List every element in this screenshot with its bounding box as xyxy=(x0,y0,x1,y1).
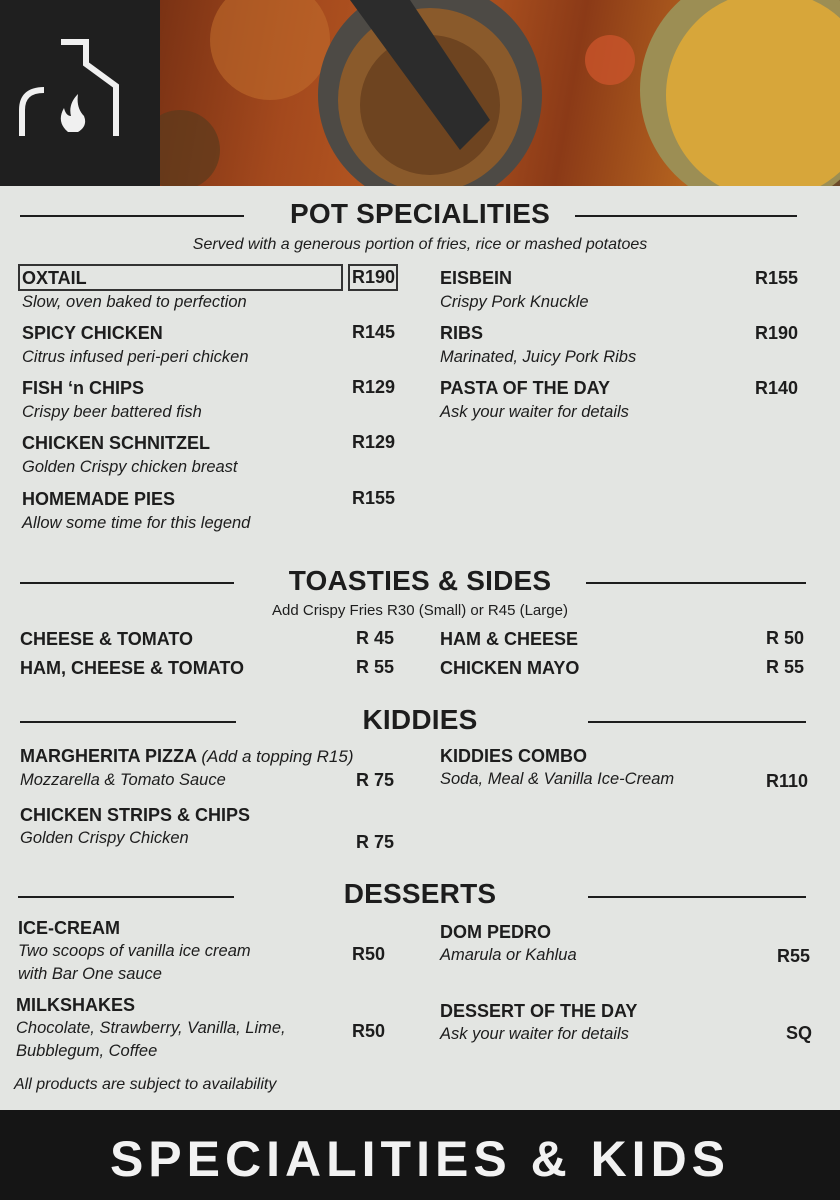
item-price: R145 xyxy=(351,322,395,342)
item-name: OXTAIL xyxy=(22,268,87,288)
section-title-pot: POT SPECIALITIES xyxy=(290,198,550,229)
item-price: R 75 xyxy=(355,770,394,790)
footer xyxy=(0,1110,840,1200)
item-name: HOMEMADE PIES xyxy=(22,489,176,509)
item-price: R129 xyxy=(351,377,395,397)
item-desc: Slow, oven baked to perfection xyxy=(22,293,247,311)
menu-item xyxy=(440,657,579,679)
item-price: R 45 xyxy=(355,628,394,648)
item-price: R50 xyxy=(351,944,385,964)
item-price: R 50 xyxy=(765,628,804,648)
item-price: R190 xyxy=(351,267,395,287)
section-subtitle-pot: Served with a generous portion of fries, rice or mashed potatoes xyxy=(192,236,648,253)
menu-item xyxy=(20,628,193,650)
item-name: CHICKEN SCHNITZEL xyxy=(22,433,210,453)
item-desc: Soda, Meal & Vanilla Ice-Cream xyxy=(440,770,675,788)
item-price: R129 xyxy=(351,432,395,452)
menu-item xyxy=(22,377,202,424)
menu-item xyxy=(20,657,244,679)
item-price: R50 xyxy=(351,1021,385,1041)
oven-flame-icon xyxy=(16,38,126,148)
item-desc: Ask your waiter for details xyxy=(440,1025,629,1043)
item-desc: Golden Crispy chicken breast xyxy=(22,458,238,476)
section-title-desserts: DESSERTS xyxy=(343,878,497,909)
item-price: R55 xyxy=(776,946,810,966)
menu-item xyxy=(440,745,674,791)
item-name: CHEESE & TOMATO xyxy=(20,629,194,649)
menu-item xyxy=(440,322,636,369)
item-price: SQ xyxy=(785,1023,812,1043)
item-desc: Marinated, Juicy Pork Ribs xyxy=(440,348,637,366)
item-name: CHICKEN MAYO xyxy=(440,658,580,678)
menu-item xyxy=(22,488,250,535)
item-name: KIDDIES COMBO xyxy=(440,746,588,766)
item-desc: Bubblegum, Coffee xyxy=(16,1042,158,1060)
footnote: All products are subject to availability xyxy=(14,1076,277,1093)
item-price: R155 xyxy=(351,488,395,508)
item-price: R 55 xyxy=(765,657,804,677)
item-name: DOM PEDRO xyxy=(440,922,552,942)
item-desc: Chocolate, Strawberry, Vanilla, Lime, xyxy=(16,1019,286,1037)
menu-item xyxy=(20,745,354,792)
menu-item xyxy=(22,432,238,479)
menu-item xyxy=(18,917,251,986)
item-desc: Golden Crispy Chicken xyxy=(20,829,189,847)
item-desc: Ask your waiter for details xyxy=(440,403,629,421)
item-name: EISBEIN xyxy=(440,268,513,288)
item-name: DESSERT OF THE DAY xyxy=(440,1001,638,1021)
footer-title: SPECIALITIES & KIDS xyxy=(109,1131,731,1187)
item-name: HAM & CHEESE xyxy=(440,629,579,649)
item-price: R155 xyxy=(754,268,798,288)
item-desc: Two scoops of vanilla ice cream xyxy=(18,942,251,960)
item-price: R140 xyxy=(754,378,798,398)
item-desc: Crispy beer battered fish xyxy=(22,403,202,421)
menu-item xyxy=(22,322,249,369)
item-name: ICE-CREAM xyxy=(18,918,120,938)
item-name: HAM, CHEESE & TOMATO xyxy=(20,658,245,678)
menu-item xyxy=(440,628,578,650)
item-desc: Mozzarella & Tomato Sauce xyxy=(20,771,226,789)
item-desc: with Bar One sauce xyxy=(18,965,162,983)
item-desc: Citrus infused peri-peri chicken xyxy=(22,348,249,366)
menu-item xyxy=(440,1000,637,1046)
logo xyxy=(0,0,160,186)
item-price: R110 xyxy=(765,771,808,791)
menu-item xyxy=(22,267,247,314)
item-price: R 75 xyxy=(355,832,394,852)
item-desc: Crispy Pork Knuckle xyxy=(440,293,589,311)
item-desc: Amarula or Kahlua xyxy=(440,946,577,964)
section-title-toasties: TOASTIES & SIDES xyxy=(288,565,552,596)
item-name: CHICKEN STRIPS & CHIPS xyxy=(20,805,251,825)
menu-item xyxy=(16,994,286,1063)
item-name: SPICY CHICKEN xyxy=(22,323,163,343)
menu-item xyxy=(440,377,629,424)
menu-item xyxy=(20,804,250,850)
item-note: (Add a topping R15) xyxy=(201,747,354,766)
section-title-kiddies: KIDDIES xyxy=(362,704,478,735)
menu-item xyxy=(440,267,589,314)
item-name xyxy=(20,745,354,768)
header xyxy=(0,0,840,186)
item-name-text: MARGHERITA PIZZA xyxy=(20,746,197,766)
item-price: R190 xyxy=(754,323,798,343)
item-name: FISH ‘n CHIPS xyxy=(22,378,145,398)
item-name: MILKSHAKES xyxy=(16,995,136,1015)
menu-item xyxy=(440,921,577,967)
spice-photo xyxy=(160,0,840,186)
item-price: R 55 xyxy=(355,657,394,677)
item-desc: Allow some time for this legend xyxy=(22,514,251,532)
item-name: RIBS xyxy=(440,323,484,343)
item-name: PASTA OF THE DAY xyxy=(440,378,611,398)
section-subtitle-toasties: Add Crispy Fries R30 (Small) or R45 (Large) xyxy=(272,602,568,619)
